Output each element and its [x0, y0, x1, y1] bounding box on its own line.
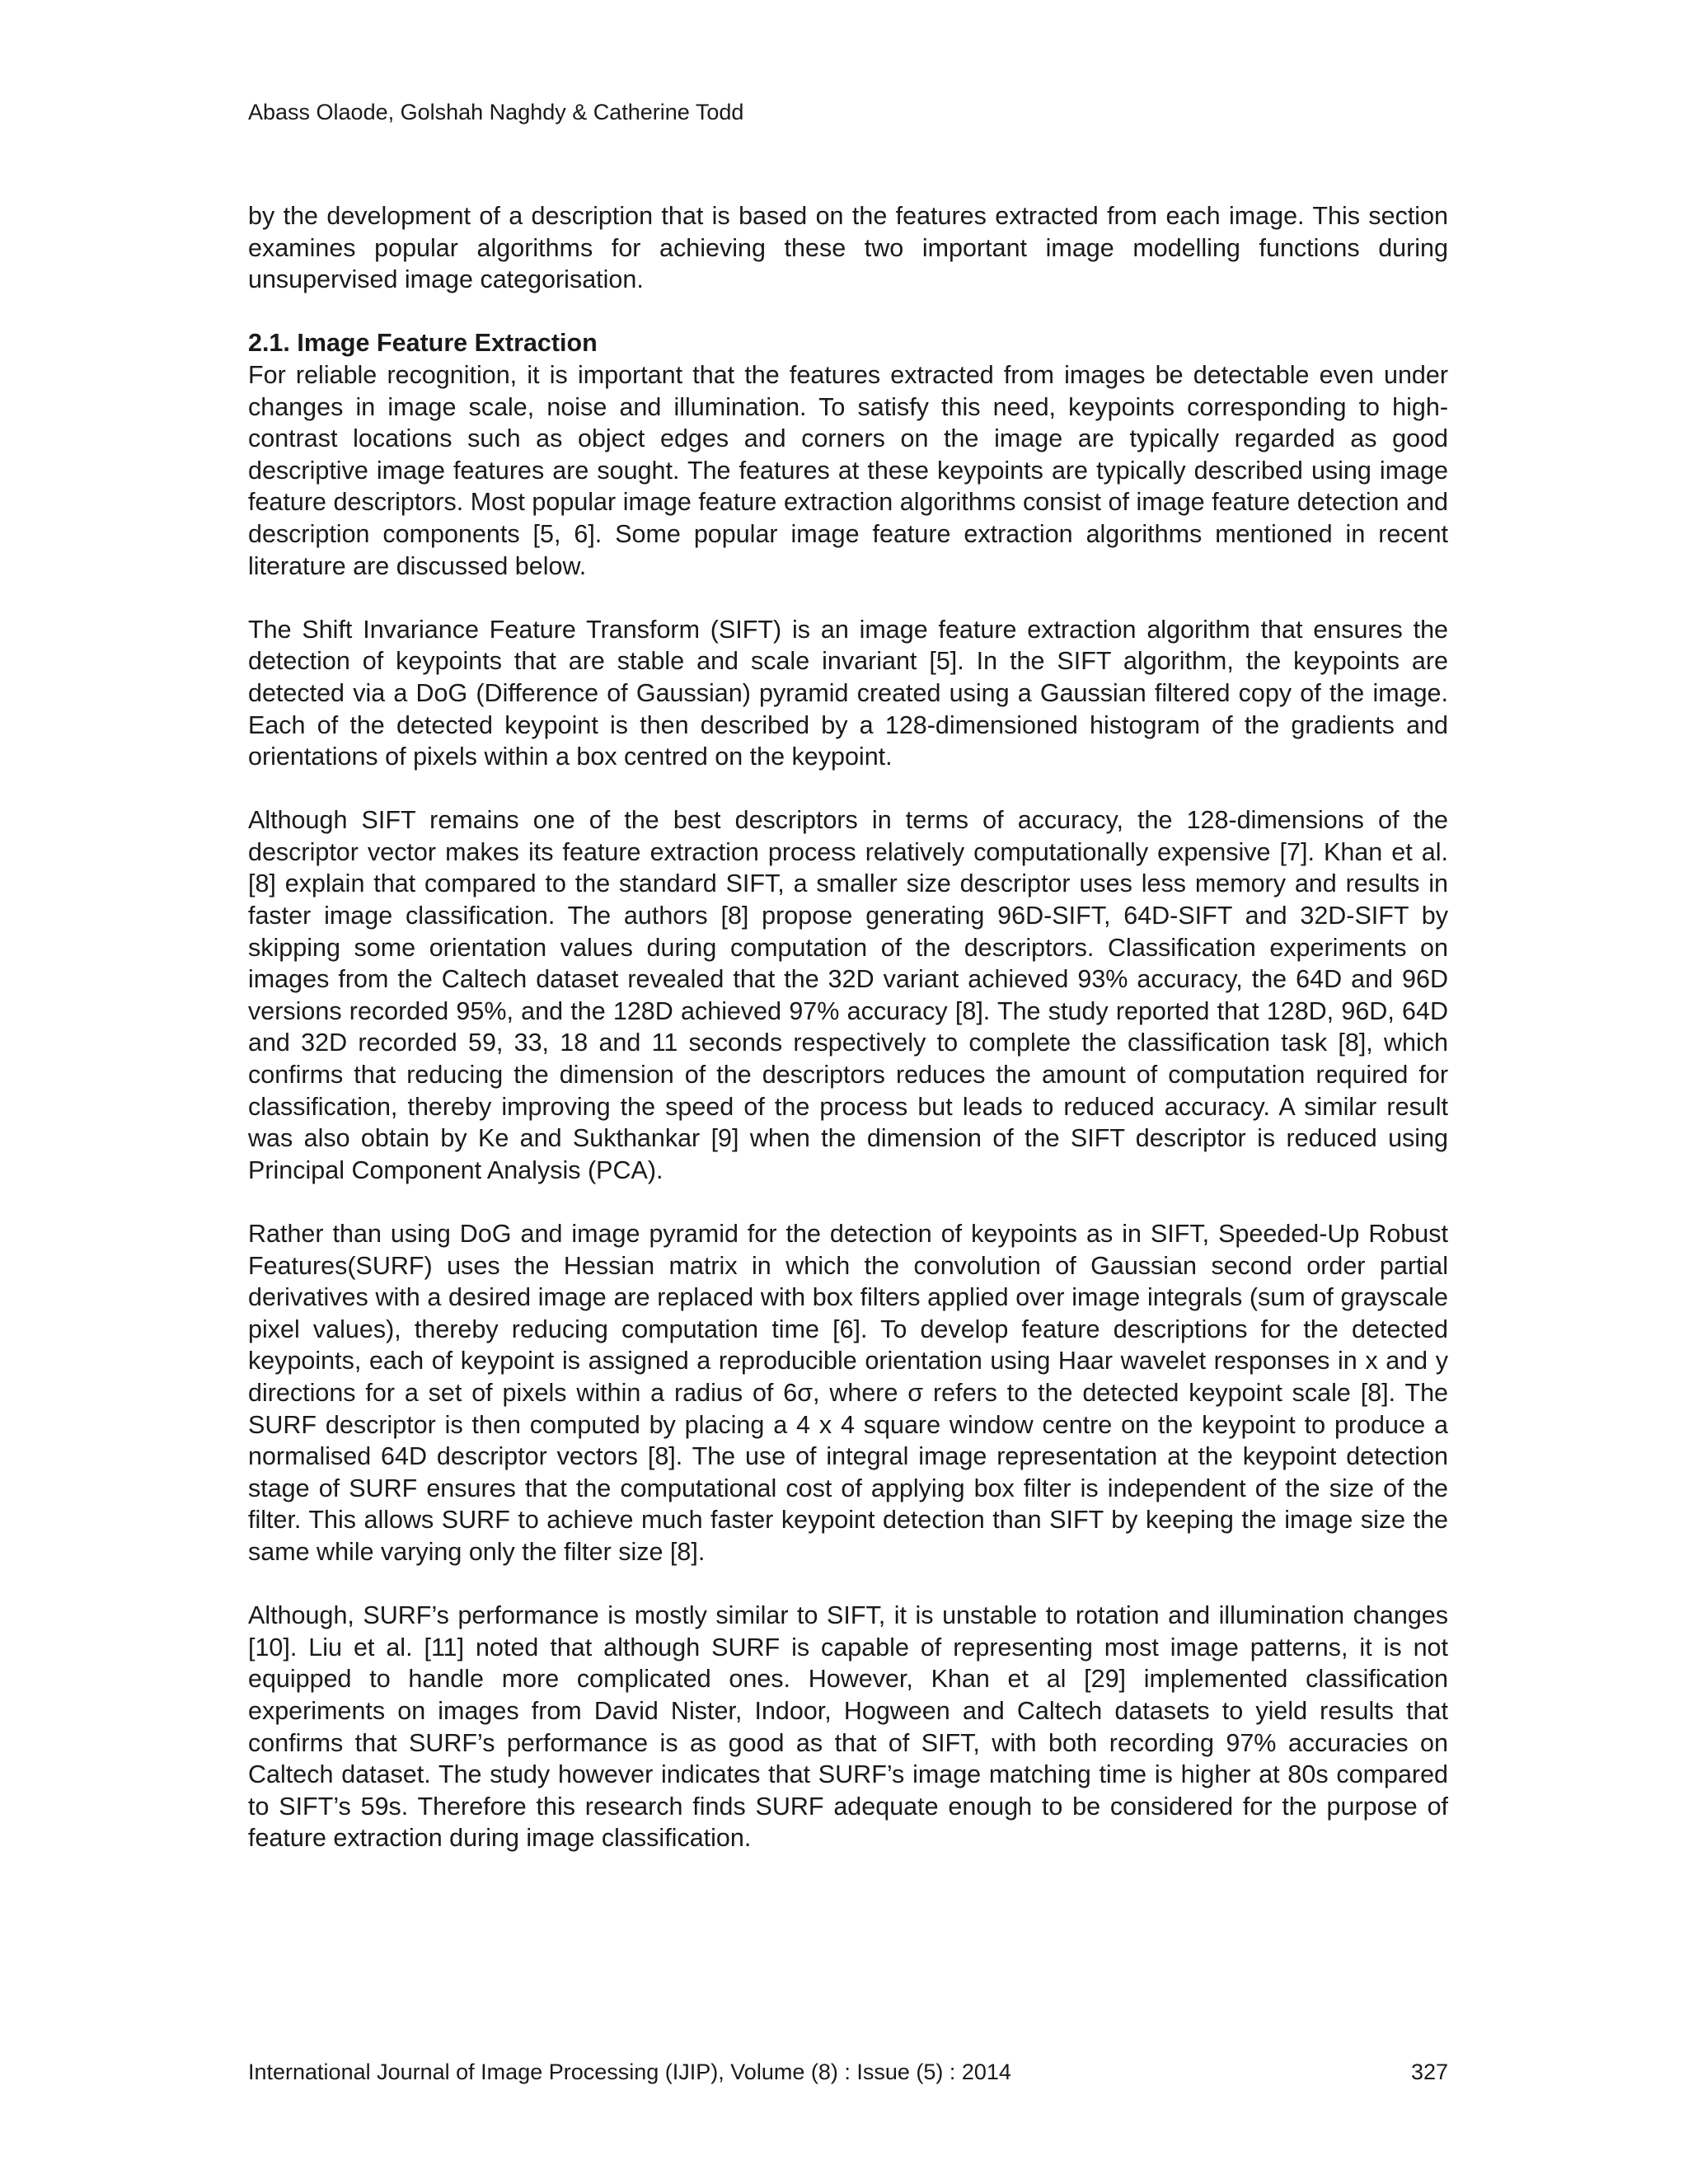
paragraph: Although, SURF’s performance is mostly similar to SIFT, it is unstable to rotation and illumination changes [10]. Liu et al. [11] noted that although SURF is capable of representing most image patterns, it is not equipped to handle more complicated ones. However, Khan et al [29] implemented classification experiments on images from David Nister, Indoor, Hogween and Caltech datasets to yield results that confirms that SURF’s performance is as good as that of SIFT, with both recording 97% accuracies on Caltech dataset. The study however indicates that SURF’s image matching time is higher at 80s compared to SIFT’s 59s. Therefore this research finds SURF adequate enough to be considered for the purpose of feature extraction during image classification. — [248, 1601, 1448, 1853]
paragraph: Rather than using DoG and image pyramid for the detection of keypoints as in SIFT, Speeded-Up Robust Features(SURF) uses the Hessian matrix in which the convolution of Gaussian second order partial derivatives with a desired image are replaced with box filters applied over image integrals (sum of grayscale pixel values), thereby reducing computation time [6]. To develop feature descriptions for the detected keypoints, each of keypoint is assigned a reproducible orientation using Haar wavelet responses in x and y directions for a set of pixels within a radius of 6σ, where σ refers to the detected keypoint scale [8]. The SURF descriptor is then computed by placing a 4 x 4 square window centre on the keypoint to produce a normalised 64D descriptor vectors [8]. The use of integral image representation at the keypoint detection stage of SURF ensures that the computational cost of applying box filter is independent of the size of the filter. This allows SURF to achieve much faster keypoint detection than SIFT by keeping the image size the same while varying only the filter size [8]. — [248, 1220, 1448, 1566]
intro-paragraph: by the development of a description that is based on the features extracted from each image. This section examines popular algorithms for achieving these two important image modelling functions during unsupervised image categorisation. — [248, 202, 1448, 294]
journal-citation: International Journal of Image Processing (IJIP), Volume (8) : Issue (5) : 2014 — [248, 2060, 1011, 2084]
page-footer — [248, 2057, 1448, 2087]
paragraph: Although SIFT remains one of the best descriptors in terms of accuracy, the 128-dimensions of the descriptor vector makes its feature extraction process relatively computationally expensive [7]. Khan et al. [8] explain that compared to the standard SIFT, a smaller size descriptor uses less memory and results in faster image classification. The authors [8] propose generating 96D-SIFT, 64D-SIFT and 32D-SIFT by skipping some orientation values during computation of the descriptors. Classification experiments on images from the Caltech dataset revealed that the 32D variant achieved 93% accuracy, the 64D and 96D versions recorded 95%, and the 128D achieved 97% accuracy [8]. The study reported that 128D, 96D, 64D and 32D recorded 59, 33, 18 and 11 seconds respectively to complete the classification task [8], which confirms that reducing the dimension of the descriptors reduces the amount of computation required for classification, thereby improving the speed of the process but leads to reduced accuracy. A similar result was also obtain by Ke and Sukthankar [9] when the dimension of the SIFT descriptor is reduced using Principal Component Analysis (PCA). — [248, 806, 1448, 1184]
page-number: 327 — [1410, 2060, 1448, 2084]
section-heading: 2.1. Image Feature Extraction — [248, 329, 598, 358]
paragraph: The Shift Invariance Feature Transform (SIFT) is an image feature extraction algorithm that ensures the detection of keypoints that are stable and scale invariant [5]. In the SIFT algorithm, the keypoints are detected via a DoG (Difference of Gaussian) pyramid created using a Gaussian filtered copy of the image. Each of the detected keypoint is then described by a 128-dimensioned histogram of the gradients and orientations of pixels within a box centred on the keypoint. — [248, 615, 1448, 771]
main-text — [248, 200, 1448, 1854]
section-image-feature-extraction — [248, 327, 1448, 1854]
running-header-authors: Abass Olaode, Golshah Naghdy & Catherine Todd — [248, 100, 744, 124]
paragraph: For reliable recognition, it is important that the features extracted from images be detectable even under changes in image scale, noise and illumination. To satisfy this need, keypoints corresponding to high-contrast locations such as object edges and corners on the image are typically regarded as good descriptive image features are sought. The features at these keypoints are typically described using image feature descriptors. Most popular image feature extraction algorithms consist of image feature detection and description components [5, 6]. Some popular image feature extraction algorithms mentioned in recent literature are discussed below. — [248, 360, 1448, 580]
